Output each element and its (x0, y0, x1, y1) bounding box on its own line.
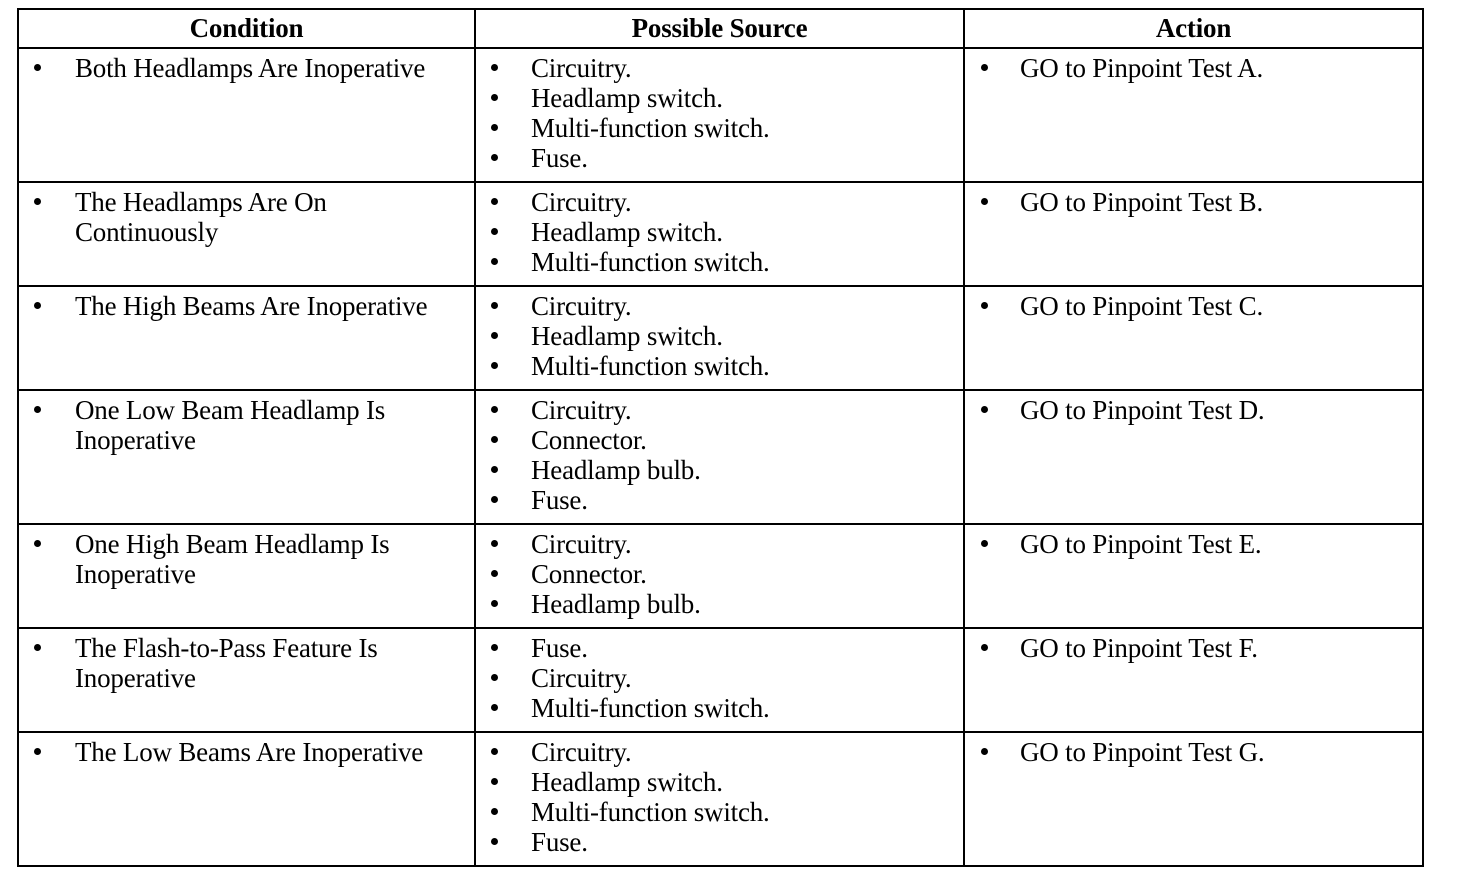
list-item (476, 53, 963, 83)
list-item (19, 633, 474, 693)
header-condition: Condition (18, 9, 475, 48)
source-text: Headlamp bulb. (531, 589, 701, 619)
bullet-icon (491, 406, 498, 413)
bullet-icon (981, 406, 988, 413)
action-text: GO to Pinpoint Test A. (1020, 53, 1263, 83)
table-row (18, 628, 1423, 732)
bullet-icon (34, 748, 41, 755)
bullet-icon (981, 748, 988, 755)
action-text: GO to Pinpoint Test E. (1020, 529, 1262, 559)
condition-text: The Low Beams Are Inoperative (75, 737, 424, 767)
bullet-icon (981, 302, 988, 309)
list-item (476, 737, 963, 767)
source-text: Headlamp switch. (531, 321, 723, 351)
symptom-chart-table (17, 8, 1424, 867)
source-text: Connector. (531, 425, 647, 455)
source-text: Multi-function switch. (531, 351, 770, 381)
condition-cell (18, 390, 475, 524)
bullet-icon (491, 600, 498, 607)
source-cell (475, 628, 964, 732)
list-item (965, 187, 1422, 217)
bullet-icon (491, 778, 498, 785)
source-text: Connector. (531, 559, 647, 589)
source-text: Circuitry. (531, 53, 632, 83)
condition-text: One High Beam Headlamp Is Inoperative (75, 529, 390, 589)
bullet-icon (491, 838, 498, 845)
bullet-icon (491, 258, 498, 265)
bullet-icon (981, 198, 988, 205)
bullet-icon (491, 362, 498, 369)
action-text: GO to Pinpoint Test G. (1020, 737, 1265, 767)
action-cell (964, 524, 1423, 628)
list-item (476, 217, 963, 247)
bullet-icon (491, 704, 498, 711)
source-text: Circuitry. (531, 529, 632, 559)
condition-cell (18, 182, 475, 286)
source-cell (475, 48, 964, 182)
list-item (476, 83, 963, 113)
source-text: Fuse. (531, 633, 588, 663)
condition-text: One Low Beam Headlamp Is Inoperative (75, 395, 386, 455)
list-item (476, 187, 963, 217)
condition-cell (18, 628, 475, 732)
list-item (476, 395, 963, 425)
bullet-icon (491, 808, 498, 815)
source-cell (475, 732, 964, 866)
bullet-icon (981, 540, 988, 547)
list-item (476, 767, 963, 797)
bullet-icon (34, 540, 41, 547)
source-text: Circuitry. (531, 395, 632, 425)
list-item (476, 663, 963, 693)
action-cell (964, 732, 1423, 866)
source-text: Headlamp switch. (531, 767, 723, 797)
list-item (965, 53, 1422, 83)
table-row (18, 524, 1423, 628)
source-text: Headlamp switch. (531, 83, 723, 113)
list-item (476, 291, 963, 321)
source-cell (475, 182, 964, 286)
source-text: Circuitry. (531, 187, 632, 217)
bullet-icon (491, 228, 498, 235)
list-item (19, 187, 474, 247)
list-item (19, 529, 474, 589)
diagnosis-table-container (17, 8, 1422, 867)
action-cell (964, 286, 1423, 390)
source-text: Circuitry. (531, 291, 632, 321)
bullet-icon (491, 64, 498, 71)
bullet-icon (491, 332, 498, 339)
source-cell (475, 524, 964, 628)
list-item (476, 529, 963, 559)
source-text: Multi-function switch. (531, 247, 770, 277)
action-text: GO to Pinpoint Test D. (1020, 395, 1265, 425)
list-item (965, 529, 1422, 559)
bullet-icon (491, 540, 498, 547)
list-item (476, 559, 963, 589)
action-cell (964, 628, 1423, 732)
list-item (476, 485, 963, 515)
list-item (476, 247, 963, 277)
action-text: GO to Pinpoint Test C. (1020, 291, 1263, 321)
list-item (965, 737, 1422, 767)
source-text: Fuse. (531, 143, 588, 173)
bullet-icon (981, 644, 988, 651)
bullet-icon (491, 674, 498, 681)
list-item (476, 351, 963, 381)
source-text: Fuse. (531, 485, 588, 515)
bullet-icon (491, 466, 498, 473)
list-item (19, 737, 474, 767)
bullet-icon (491, 496, 498, 503)
condition-text: The Flash-to-Pass Feature Is Inoperative (75, 633, 378, 693)
list-item (19, 395, 474, 455)
condition-text: Both Headlamps Are Inoperative (75, 53, 426, 83)
bullet-icon (491, 570, 498, 577)
source-text: Circuitry. (531, 663, 632, 693)
table-row (18, 732, 1423, 866)
condition-cell (18, 732, 475, 866)
list-item (476, 425, 963, 455)
source-cell (475, 286, 964, 390)
list-item (965, 395, 1422, 425)
list-item (965, 633, 1422, 663)
list-item (476, 589, 963, 619)
source-text: Multi-function switch. (531, 113, 770, 143)
bullet-icon (34, 302, 41, 309)
list-item (476, 113, 963, 143)
bullet-icon (491, 302, 498, 309)
list-item (476, 143, 963, 173)
table-row (18, 286, 1423, 390)
bullet-icon (491, 198, 498, 205)
header-action: Action (964, 9, 1423, 48)
condition-cell (18, 286, 475, 390)
table-row (18, 48, 1423, 182)
source-text: Multi-function switch. (531, 693, 770, 723)
list-item (965, 291, 1422, 321)
table-row (18, 182, 1423, 286)
action-text: GO to Pinpoint Test F. (1020, 633, 1258, 663)
bullet-icon (34, 644, 41, 651)
bullet-icon (34, 64, 41, 71)
bullet-icon (981, 64, 988, 71)
bullet-icon (491, 154, 498, 161)
source-text: Circuitry. (531, 737, 632, 767)
list-item (476, 827, 963, 857)
header-row (18, 9, 1423, 48)
action-cell (964, 390, 1423, 524)
bullet-icon (491, 436, 498, 443)
condition-text: The High Beams Are Inoperative (75, 291, 428, 321)
bullet-icon (491, 644, 498, 651)
condition-cell (18, 524, 475, 628)
action-cell (964, 48, 1423, 182)
list-item (19, 53, 474, 83)
header-possible-source: Possible Source (475, 9, 964, 48)
bullet-icon (491, 94, 498, 101)
list-item (476, 455, 963, 485)
table-row (18, 390, 1423, 524)
list-item (476, 797, 963, 827)
source-cell (475, 390, 964, 524)
condition-text: The Headlamps Are On Continuously (75, 187, 327, 247)
bullet-icon (34, 198, 41, 205)
bullet-icon (491, 748, 498, 755)
bullet-icon (34, 406, 41, 413)
bullet-icon (491, 124, 498, 131)
list-item (19, 291, 474, 321)
source-text: Fuse. (531, 827, 588, 857)
list-item (476, 693, 963, 723)
list-item (476, 633, 963, 663)
source-text: Multi-function switch. (531, 797, 770, 827)
source-text: Headlamp bulb. (531, 455, 701, 485)
action-cell (964, 182, 1423, 286)
list-item (476, 321, 963, 351)
condition-cell (18, 48, 475, 182)
source-text: Headlamp switch. (531, 217, 723, 247)
action-text: GO to Pinpoint Test B. (1020, 187, 1263, 217)
